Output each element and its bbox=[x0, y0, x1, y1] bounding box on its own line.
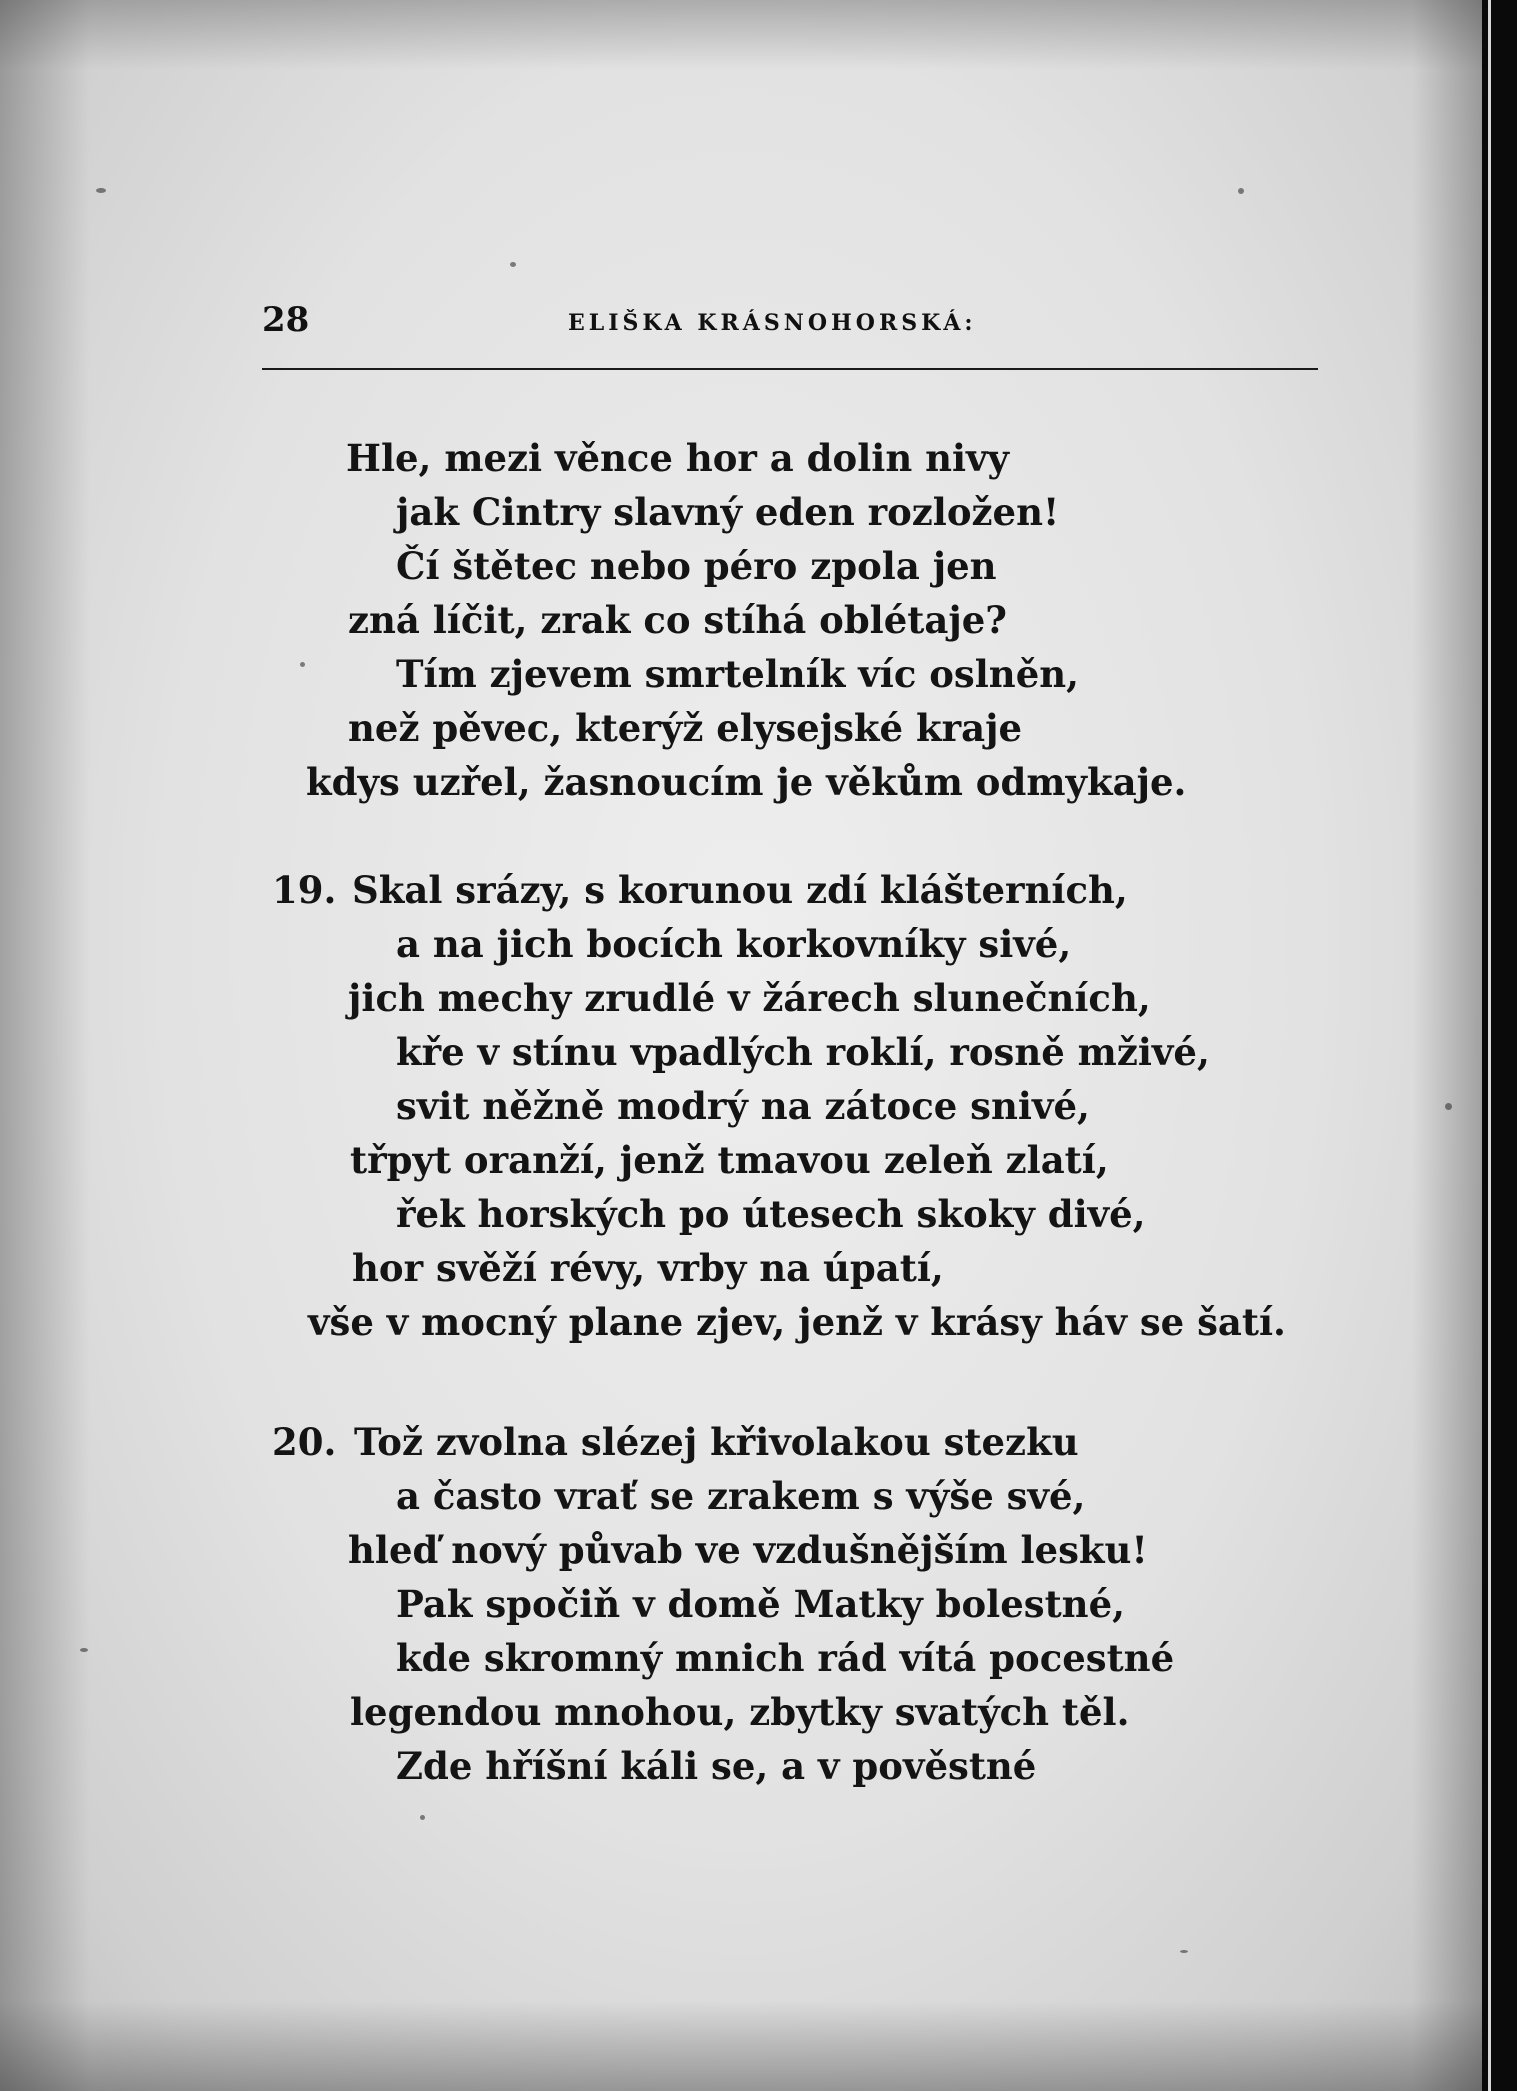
verse-line: třpyt oranží, jenž tmavou zeleň zlatí, bbox=[350, 1138, 1109, 1182]
paper-speck bbox=[1445, 1103, 1452, 1110]
header-rule bbox=[262, 368, 1318, 370]
verse-line: Skal srázy, s korunou zdí klášterních, bbox=[352, 868, 1128, 912]
verse-line: a často vrať se zrakem s výše své, bbox=[396, 1474, 1086, 1518]
paper-speck bbox=[1180, 1950, 1188, 1953]
verse-line: Hle, mezi věnce hor a dolin nivy bbox=[346, 436, 1010, 480]
stanza-number: 20. bbox=[272, 1420, 337, 1464]
paper-speck bbox=[1238, 188, 1244, 194]
verse-line: hor svěží révy, vrby na úpatí, bbox=[352, 1246, 944, 1290]
paper-speck bbox=[80, 1648, 88, 1652]
verse-line: kdys uzřel, žasnoucím je věkům odmykaje. bbox=[306, 760, 1187, 804]
page-edge-shadow-right bbox=[1412, 0, 1482, 2091]
verse-line: Tím zjevem smrtelník víc oslněn, bbox=[396, 652, 1080, 696]
page-edge-shadow-bottom bbox=[0, 2001, 1482, 2091]
page-header bbox=[262, 300, 1318, 352]
verse-line: Pak spočiň v domě Matky bolestné, bbox=[396, 1582, 1125, 1626]
verse-line: jak Cintry slavný eden rozložen! bbox=[396, 490, 1060, 534]
paper-speck bbox=[510, 262, 516, 267]
running-head: ELIŠKA KRÁSNOHORSKÁ: bbox=[568, 310, 977, 336]
paper-speck bbox=[96, 188, 106, 193]
binding-highlight bbox=[1488, 0, 1491, 2091]
verse-line: a na jich bocích korkovníky sivé, bbox=[396, 922, 1072, 966]
paper-speck bbox=[420, 1815, 425, 1820]
verse-line: Zde hříšní káli se, a v pověstné bbox=[396, 1744, 1037, 1788]
verse-line: řek horských po útesech skoky divé, bbox=[396, 1192, 1146, 1236]
verse-line: legendou mnohou, zbytky svatých těl. bbox=[350, 1690, 1130, 1734]
verse-line: kře v stínu vpadlých roklí, rosně mživé, bbox=[396, 1030, 1210, 1074]
verse-line: Čí štětec nebo péro zpola jen bbox=[396, 544, 997, 588]
page-edge-shadow-top bbox=[0, 0, 1482, 70]
page-edge-shadow-left bbox=[0, 0, 90, 2091]
verse-line: vše v mocný plane zjev, jenž v krásy háv se šatí. bbox=[308, 1300, 1286, 1344]
verse-line: Tož zvolna slézej křivolakou stezku bbox=[354, 1420, 1079, 1464]
verse-line: zná líčit, zrak co stíhá oblétaje? bbox=[348, 598, 1007, 642]
verse-line: než pěvec, kterýž elysejské kraje bbox=[348, 706, 1023, 750]
paper-speck bbox=[300, 662, 305, 667]
verse-line: svit něžně modrý na zátoce snivé, bbox=[396, 1084, 1090, 1128]
verse-line: jich mechy zrudlé v žárech slunečních, bbox=[348, 976, 1151, 1020]
page-number: 28 bbox=[262, 300, 310, 340]
verse-line: kde skromný mnich rád vítá pocestné bbox=[396, 1636, 1175, 1680]
verse-line: hleď nový půvab ve vzdušnějším lesku! bbox=[348, 1528, 1148, 1572]
stanza-number: 19. bbox=[272, 868, 337, 912]
